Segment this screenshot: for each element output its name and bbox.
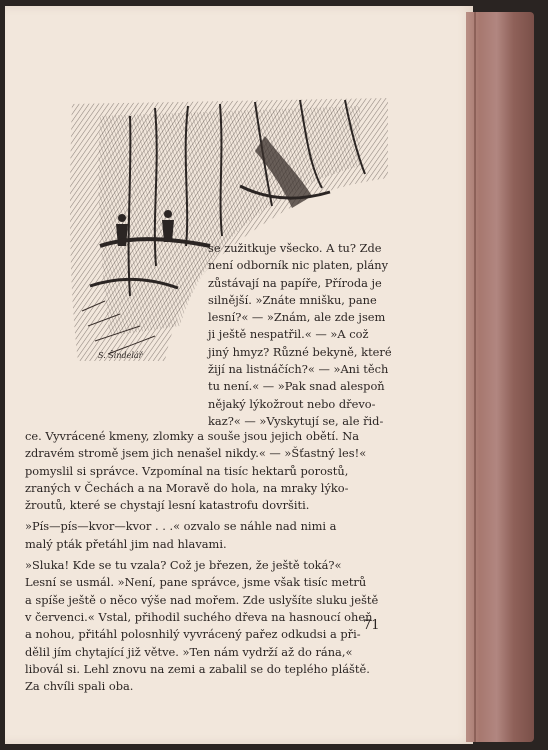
text-line: kaz?« — »Vyskytují se, ale řid- xyxy=(208,413,384,428)
illustration-signature: S. Šindelář xyxy=(98,351,143,360)
body-text xyxy=(25,428,388,695)
text-line: jiný hmyz? Různé bekyně, které xyxy=(208,344,392,359)
text-line: a nohou, přitáhl polosnhilý vyvrácený pařez odkudsi a při- xyxy=(25,627,361,642)
text-line: pomyslil si správce. Vzpomínal na tisíc hektarů porostů, xyxy=(25,463,349,478)
paragraph-2 xyxy=(25,518,388,553)
text-line: nějaký lýkožrout nebo dřevo- xyxy=(208,396,376,411)
book-page-edges xyxy=(466,12,534,742)
text-line: Lesní se usmál. »Není, pane správce, jsme však tisíc metrů xyxy=(25,575,367,590)
text-line: zdravém stromě jsem jich nenašel nikdy.« — »Šťastný les!« xyxy=(25,446,367,461)
text-line: silnější. »Znáte mnišku, pane xyxy=(208,292,377,307)
text-line: zůstávají na papíře, Příroda je xyxy=(208,275,382,290)
text-line: ji ještě nespatřil.« — »A což xyxy=(208,327,369,342)
text-line: zraných v Čechách a na Moravě do hola, na mraky lýko- xyxy=(25,480,349,495)
text-line: tu není.« — »Pak snad alespoň xyxy=(208,379,385,394)
paragraph-3 xyxy=(25,557,388,695)
text-line: malý pták přetáhl jim nad hlavami. xyxy=(25,536,227,551)
text-beside-illustration xyxy=(208,240,392,430)
text-line: žroutů, které se chystají lesní katastrofu dovršiti. xyxy=(25,498,310,513)
text-line: v červenci.« Vstal, přihodil suchého dřeva na hasnoucí oheň xyxy=(25,609,373,624)
text-line: libovál si. Lehl znovu na zemi a zabalil se do teplého pláště. xyxy=(25,661,370,676)
text-line: »Pís—pís—kvor—kvor . . .« ozvalo se náhle nad nimi a xyxy=(25,519,337,534)
text-line: a spíše ještě o něco výše nad mořem. Zde uslyšíte sluku ještě xyxy=(25,592,379,607)
text-line: se zužitkuje všecko. A tu? Zde xyxy=(208,241,382,255)
book-page xyxy=(5,6,473,744)
text-line: »Sluka! Kde se tu vzala? Což je březen, že ještě toká?« xyxy=(25,558,342,573)
text-line: není odborník nic platen, plány xyxy=(208,258,389,273)
paragraph-1 xyxy=(25,428,388,514)
page-number: 71 xyxy=(363,618,380,633)
text-line: lesní?« — »Znám, ale zde jsem xyxy=(208,310,386,325)
text-line: Za chvíli spali oba. xyxy=(25,679,134,694)
text-line: žijí na listnáčích?« — »Ani těch xyxy=(208,362,389,377)
text-line: dělil jím chytající již větve. »Ten nám vydrží až do rána,« xyxy=(25,644,353,659)
text-line: ce. Vyvrácené kmeny, zlomky a souše jsou jejich obětí. Na xyxy=(25,429,359,443)
